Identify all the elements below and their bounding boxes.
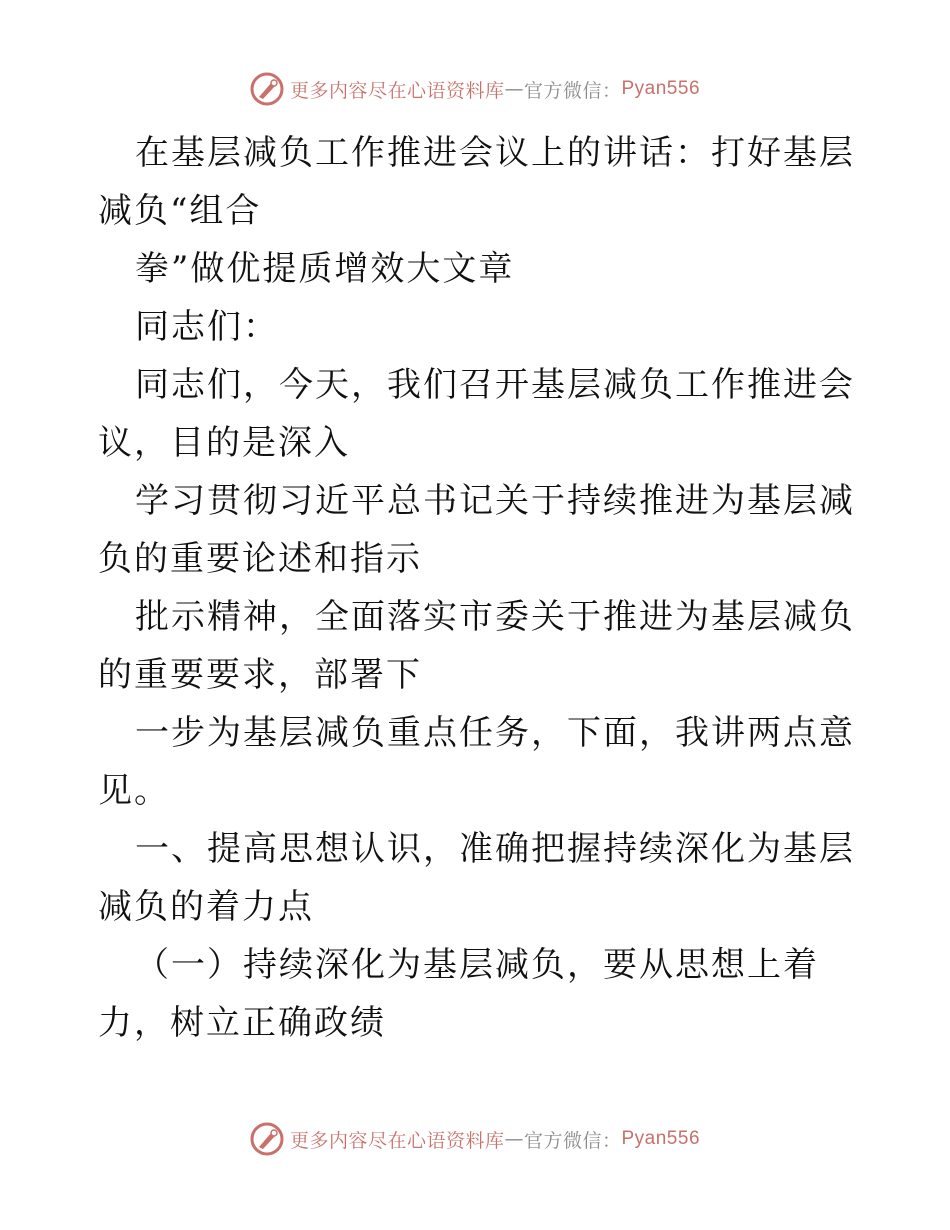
watermark-wechat-label: 官方微信： (523, 79, 622, 102)
watermark-separator: — (504, 1128, 524, 1150)
subsection-heading: （一）持续深化为基层减负，要从思想上着力，树立正确政绩 (98, 945, 819, 1043)
paragraph-line: 批示精神，全面落实市委关于推进为基层减负的重要要求，部署下 (98, 597, 855, 695)
document-body (98, 124, 858, 1052)
watermark-separator: — (504, 78, 524, 100)
header-watermark (0, 72, 950, 106)
speech-title-cont: 拳”做优提质增效大文章 (135, 249, 515, 289)
pen-logo-icon (250, 72, 284, 106)
paragraph-line: 同志们，今天，我们召开基层减负工作推进会议，目的是深入 (98, 365, 855, 463)
watermark-site-text: 更多内容尽在心语资料库 (289, 1129, 505, 1152)
section-heading: 一、提高思想认识，准确把握持续深化为基层减负的着力点 (98, 829, 855, 927)
watermark-wechat-id: Pyan556 (621, 1128, 701, 1149)
paragraph-line: 学习贯彻习近平总书记关于持续推进为基层减负的重要论述和指示 (98, 481, 855, 579)
speech-title: 在基层减负工作推进会议上的讲话：打好基层减负“组合 (98, 133, 855, 231)
footer-watermark (0, 1122, 950, 1156)
salutation: 同志们： (135, 307, 279, 347)
paragraph-line: 一步为基层减负重点任务，下面，我讲两点意见。 (98, 713, 855, 811)
watermark-wechat-label: 官方微信： (523, 1129, 622, 1152)
watermark-site-text: 更多内容尽在心语资料库 (289, 79, 505, 102)
pen-logo-icon (250, 1122, 284, 1156)
watermark-wechat-id: Pyan556 (621, 78, 701, 99)
